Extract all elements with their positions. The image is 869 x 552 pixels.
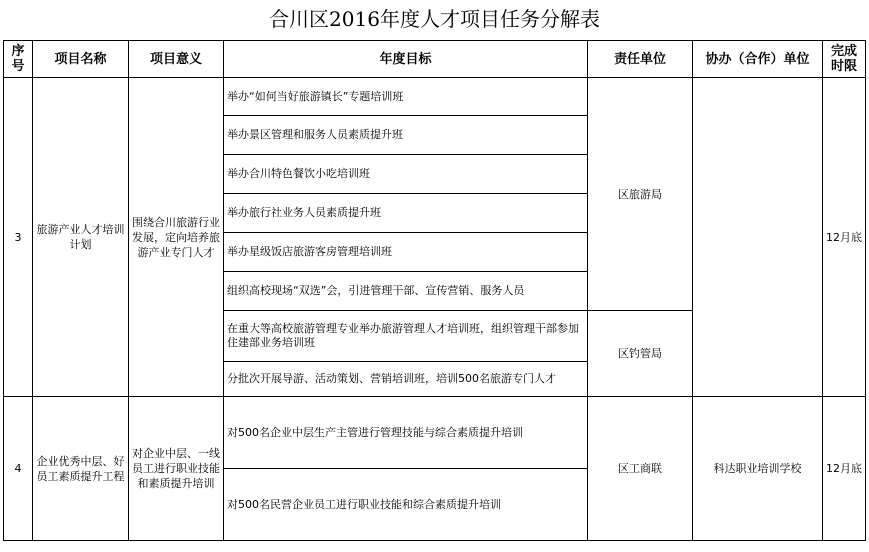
deadline: 12月底: [823, 397, 866, 541]
annual-goal: 举办旅行社业务人员素质提升班: [224, 194, 588, 233]
responsible-dept: 区工商联: [588, 397, 693, 541]
project-meaning: 对企业中层、一线员工进行职业技能和素质提升培训: [129, 397, 224, 541]
header-row: [4, 41, 866, 78]
header-meaning: 项目意义: [129, 41, 224, 78]
annual-goal: 对500名企业中层生产主管进行管理技能与综合素质提升培训: [224, 397, 588, 469]
header-deadline: 完成时限: [823, 41, 866, 78]
deadline: 12月底: [823, 78, 866, 397]
header-coop: 协办（合作）单位: [693, 41, 823, 78]
row-number: 4: [4, 397, 33, 541]
annual-goal: 对500名民营企业员工进行职业技能和综合素质提升培训: [224, 469, 588, 541]
row-number: 3: [4, 78, 33, 397]
header-no: 序号: [4, 41, 33, 78]
project-name: 企业优秀中层、好员工素质提升工程: [33, 397, 129, 541]
project-meaning: 围绕合川旅游行业发展，定向培养旅游产业专门人才: [129, 78, 224, 397]
annual-goal: 举办合川特色餐饮小吃培训班: [224, 155, 588, 194]
cooperating-unit: [693, 78, 823, 397]
header-dept: 责任单位: [588, 41, 693, 78]
cooperating-unit: 科达职业培训学校: [693, 397, 823, 541]
table-row: [4, 78, 866, 116]
project-name: 旅游产业人才培训计划: [33, 78, 129, 397]
annual-goal: 举办景区管理和服务人员素质提升班: [224, 116, 588, 155]
annual-goal: 举办“如何当好旅游镇长”专题培训班: [224, 78, 588, 116]
header-name: 项目名称: [33, 41, 129, 78]
annual-goal: 举办星级饭店旅游客房管理培训班: [224, 233, 588, 272]
annual-goal: 在重大等高校旅游管理专业举办旅游管理人才培训班，组织管理干部参加住建部业务培训班: [224, 311, 588, 362]
header-goal: 年度目标: [224, 41, 588, 78]
task-table: [3, 40, 866, 541]
annual-goal: 组织高校现场“双选”会，引进管理干部、宣传营销、服务人员: [224, 272, 588, 311]
responsible-dept: 区钓管局: [588, 311, 693, 397]
table-row: [4, 397, 866, 469]
document-title: 合川区2016年度人才项目任务分解表: [269, 7, 600, 31]
responsible-dept: 区旅游局: [588, 78, 693, 311]
annual-goal: 分批次开展导游、活动策划、营销培训班，培训500名旅游专门人才: [224, 362, 588, 397]
